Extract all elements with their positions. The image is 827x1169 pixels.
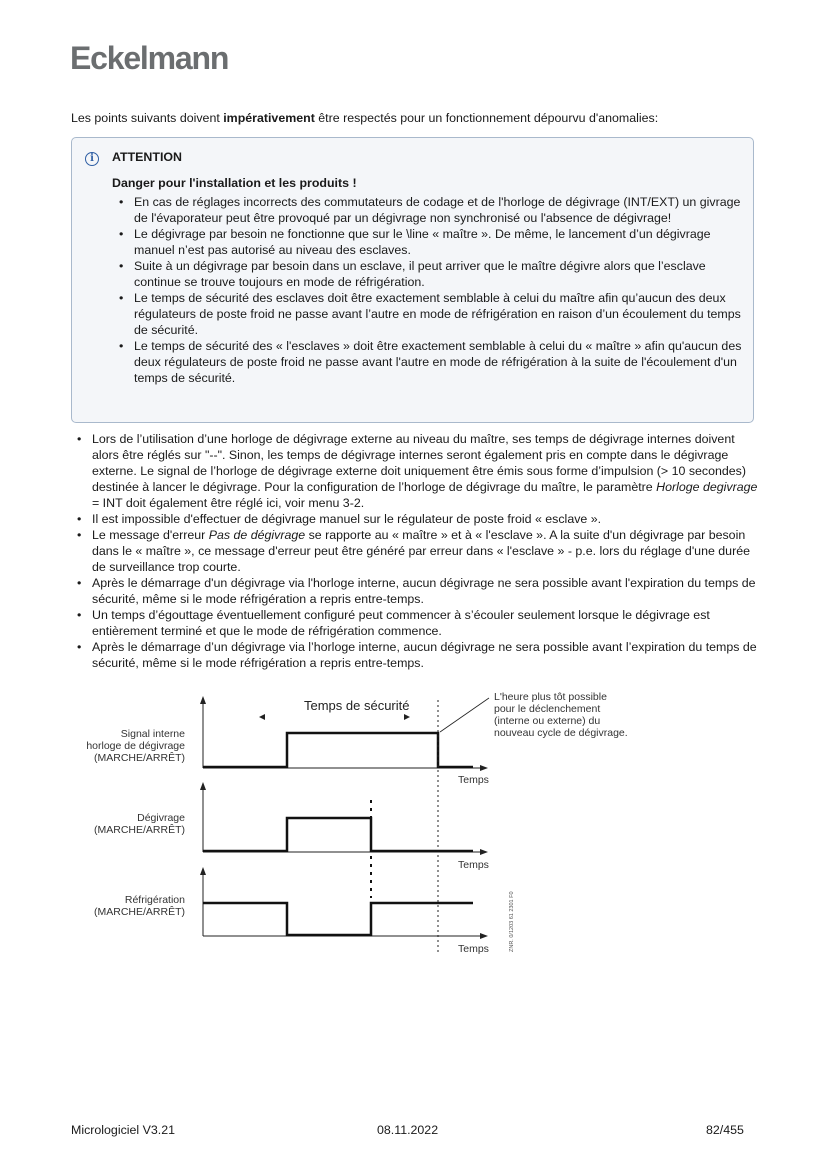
refrig-label-line: Réfrigération [124,894,185,906]
attention-title: ATTENTION [112,150,182,164]
item-text: = INT doit également être réglé ici, voir menu 3-2. [92,496,365,510]
timing-diagram [70,688,670,960]
reference-code: ZNR. 0/1203 61 2301 F0 [509,891,515,952]
attention-list [113,194,745,386]
footer-page-number: 82/455 [706,1123,744,1137]
main-item-manual-defrost: • Il est impossible d'effectuer de dégivrage manuel sur le régulateur de poste froid « esclave ». [71,511,761,527]
intro-text-before: Les points suivants doivent [71,111,224,125]
signal-label-line: Signal interne [120,728,185,740]
attention-box [71,137,754,423]
callout-line: (interne ou externe) du [494,715,601,727]
signal-label-line: (MARCHE/ARRÊT) [94,752,185,764]
attention-subtitle: Danger pour l'installation et les produits ! [112,176,357,190]
signal-axis-label: Temps [458,774,489,786]
signal-y-arrow [200,696,206,704]
eckelmann-logo: Eckelmann [70,40,229,76]
item-text: Le message d'erreur [92,528,209,542]
attention-item: • Le temps de sécurité des « l'esclaves » doit être exactement semblable à celui du « maître » afin qu'aucun des deux régulateurs de poste froid ne passe avant l'autre en mode de réfrigération à la suite de l'écoulement d'un temps de sécurité. [113,338,745,386]
main-item-external-clock [71,431,761,511]
refrig-waveform [203,903,473,935]
defrost-y-arrow [200,782,206,790]
main-list [71,431,761,671]
main-item-drip-time: • Un temps d’égouttage éventuellement configuré peut commencer à s’écouler seulement lorsque le dégivrage est entièrement terminé et que le mode de réfrigération commence. [71,607,761,639]
defrost-axis-label: Temps [458,859,489,871]
main-item-error-message [71,527,761,575]
refrig-y-arrow [200,867,206,875]
refrig-axis-label: Temps [458,943,489,955]
refrig-label-line: (MARCHE/ARRÊT) [94,906,185,918]
attention-item: • Le temps de sécurité des esclaves doit être exactement semblable à celui du maître afin qu’aucun des deux régulateurs de poste froid ne passe avant l’autre en mode de réfrigération en raison d’un écoulement du temps de sécurité. [113,290,745,338]
param-name: Horloge degivrage [656,480,758,494]
defrost-label-line: Dégivrage [137,812,185,824]
callout-line: L'heure plus tôt possible [494,691,607,703]
item-text: Lors de l’utilisation d’une horloge de dégivrage externe au niveau du maître, ses temps de dégivrage internes doivent alors être réglés sur "--". Sinon, les temps de dégivrage internes seront également pris en compte dans le dégivrage externe. Le signal de l’horloge de dégivrage externe doit uniquement être émis sous forme d’impulsion (> 10 secondes) destinée à lancer le dégivrage. Pour la configuration de l’horloge de dégivrage du maître, le paramètre [92,432,746,494]
safety-arrow-right [404,714,410,720]
attention-item: • En cas de réglages incorrects des commutateurs de codage et de l'horloge de dégivrage (INT/EXT) un givrage de l'évaporateur peut être provoqué par un dégivrage non synchronisé ou l'absence de dégivrage! [113,194,745,226]
refrig-x-arrow [480,933,488,939]
intro-paragraph [71,110,771,126]
callout-line: nouveau cycle de dégivrage. [494,727,628,739]
callout-line: pour le déclenchement [494,703,601,715]
error-name: Pas de dégivrage [208,528,306,542]
intro-bold: impérativement [223,111,315,125]
signal-x-arrow [480,765,488,771]
item-text: se rapporte au « maître » et à « l'esclave ». A la suite d'un dégivrage par besoin dans le « maître », ce message d'erreur peut être généré par erreur dans « l'esclave » - p.e. lors du réglage d'une durée de surveillance trop courte. [92,528,750,574]
safety-arrow-left [259,714,265,720]
defrost-waveform [203,818,473,851]
defrost-label-line: (MARCHE/ARRÊT) [94,824,185,836]
footer-date: 08.11.2022 [377,1123,439,1137]
callout-leader [440,698,489,732]
signal-waveform [203,733,473,767]
main-item-internal-clock: • Après le démarrage d’un dégivrage via l’horloge interne, aucun dégivrage ne sera possible avant l’expiration du temps de sécurité, même si le mode réfrigération a repris entre-temps. [71,639,761,671]
intro-text-after: être respectés pour un fonctionnement dépourvu d'anomalies: [314,111,659,125]
info-icon: i [85,152,99,166]
main-item-safety-time: • Après le démarrage d'un dégivrage via l'horloge interne, aucun dégivrage ne sera possible avant l'expiration du temps de sécurité, même si le mode réfrigération a repris entre-temps. [71,575,761,607]
defrost-x-arrow [480,849,488,855]
attention-item: • Le dégivrage par besoin ne fonctionne que sur le \line « maître ». De même, le lancement d’un dégivrage manuel n’est pas autorisé au niveau des esclaves. [113,226,745,258]
footer-firmware: Micrologiciel V3.21 [71,1123,175,1137]
signal-label-line: horloge de dégivrage [86,740,185,752]
safety-time-label: Temps de sécurité [304,698,410,713]
attention-item: • Suite à un dégivrage par besoin dans un esclave, il peut arriver que le maître dégivre alors que l’esclave continue se trouve toujours en mode de réfrigération. [113,258,745,290]
